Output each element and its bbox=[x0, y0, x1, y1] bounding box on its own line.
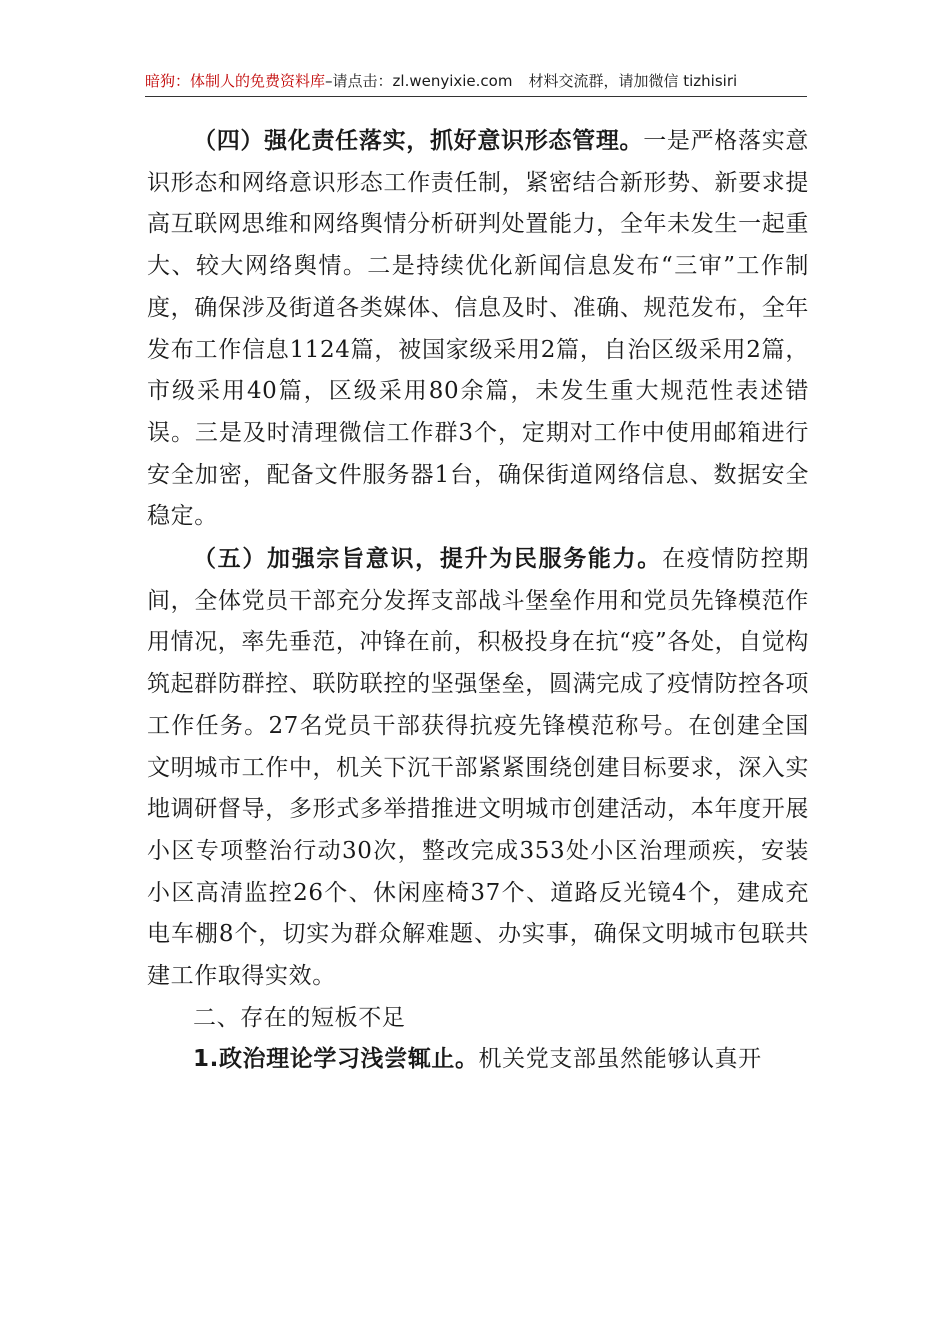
paragraph-4-body: 一是严格落实意识形态和网络意识形态工作责任制，紧密结合新形势、新要求提高互联网思维和网络舆情分析研判处置能力，全年未发生一起重大、较大网络舆情。二是持续优化新闻信息发布“三审”工作制度，确保涉及街道各类媒体、信息及时、准确、规范发布，全年发布工作信息1124篇，被国家级采用2篇，自治区级采用2篇，市级采用40篇，区级采用80余篇，未发生重大规范性表述错误。三是及时清理微信工作群3个，定期对工作中使用邮箱进行安全加密，配备文件服务器1台，确保街道网络信息、数据安全稳定。 bbox=[147, 128, 809, 530]
paragraph-4-heading: （四）强化责任落实，抓好意识形态管理。 bbox=[193, 127, 644, 154]
sub-item-1-body: 机关党支部虽然能够认真开 bbox=[478, 1046, 762, 1073]
header-contact: 材料交流群，请加微信 tizhisiri bbox=[528, 72, 738, 90]
header-link-url[interactable]: zl.wenyixie.com bbox=[392, 72, 513, 90]
paragraph-5-body: 在疫情防控期间，全体党员干部充分发挥支部战斗堡垒作用和党员先锋模范作用情况，率先垂范，冲锋在前，积极投身在抗“疫”各处，自觉构筑起群防群控、联防联控的坚强堡垒，圆满完成了疫情防控各项工作任务。27名党员干部获得抗疫先锋模范称号。在创建全国文明城市工作中，机关下沉干部紧紧围绕创建目标要求，深入实地调研督导，多形式多举措推进文明城市创建活动，本年度开展小区专项整治行动30次，整改完成353处小区治理顽疾，安装小区高清监控26个、休闲座椅37个、道路反光镜4个，建成充电车棚8个，切实为群众解难题、办实事，确保文明城市包联共建工作取得实效。 bbox=[147, 546, 809, 990]
paragraph-5-heading: （五）加强宗旨意识，提升为民服务能力。 bbox=[193, 545, 662, 573]
sub-item-1-heading: 1.政治理论学习浅尝辄止。 bbox=[193, 1046, 479, 1073]
header-link-prefix: –请点击： bbox=[325, 72, 393, 90]
paragraph-4 bbox=[147, 120, 809, 538]
paragraph-5 bbox=[147, 538, 809, 998]
page-header bbox=[145, 70, 807, 97]
header-brand: 暗狗：体制人的免费资料库 bbox=[145, 72, 326, 90]
section-heading: 二、存在的短板不足 bbox=[193, 1004, 406, 1031]
sub-item-1 bbox=[147, 1039, 809, 1081]
document-body bbox=[147, 120, 809, 1081]
